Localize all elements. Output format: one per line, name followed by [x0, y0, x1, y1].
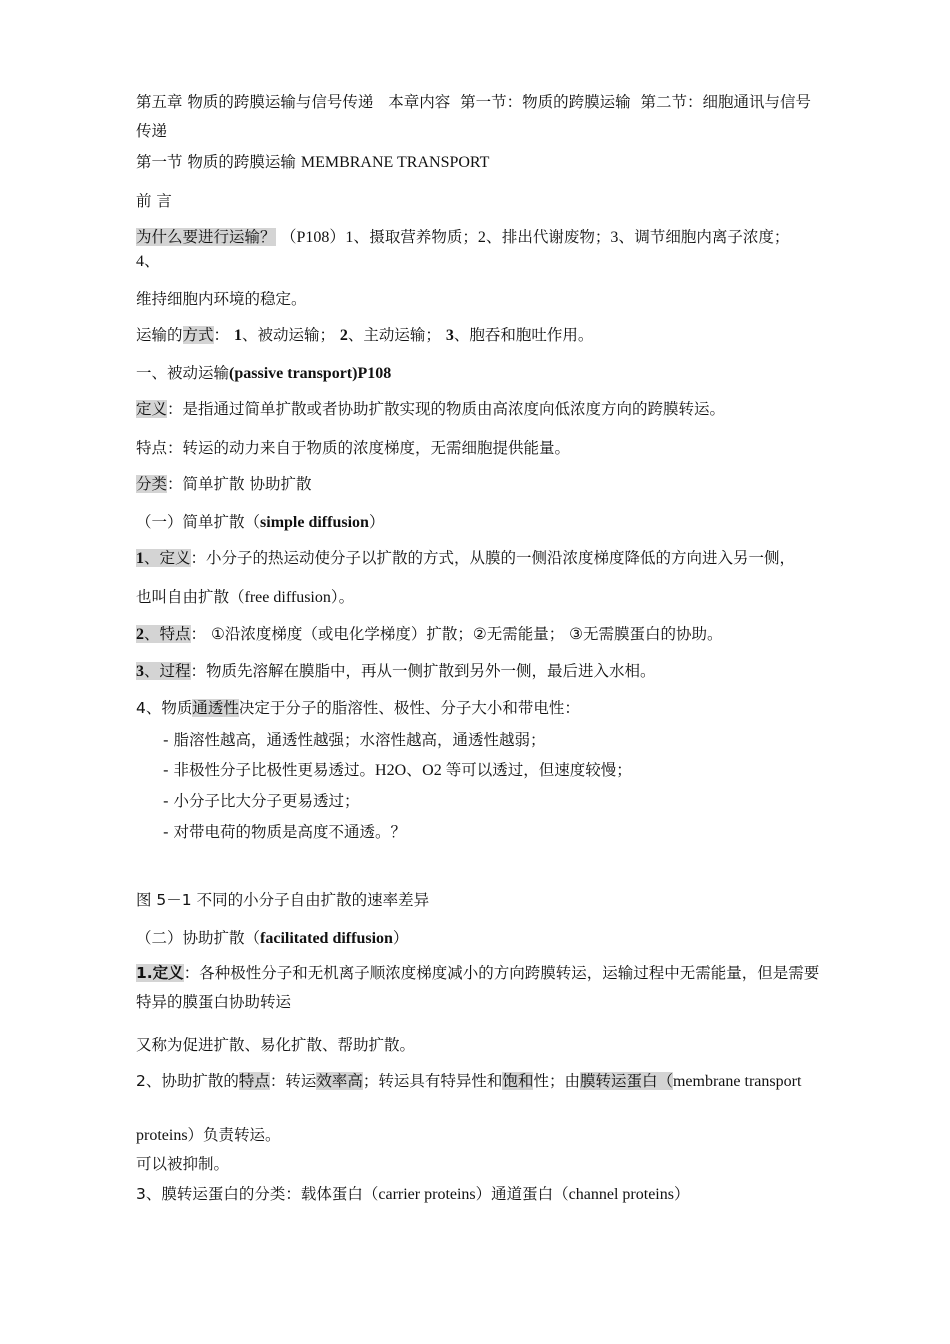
figure-label: 图 5－1: [136, 891, 192, 909]
preface-heading: 前 言: [136, 192, 172, 210]
passive-definition: 定义：是指通过简单扩散或者协助扩散实现的物质由高浓度向低浓度方向的跨膜转运。: [136, 400, 726, 418]
facilitated-features: 2、协助扩散的特点：转运效率高；转运具有特异性和饱和性；由膜转运蛋白（membrane transport: [136, 1072, 802, 1090]
transport-protein-classes: 3、膜转运蛋白的分类：载体蛋白（carrier proteins）通道蛋白（channel proteins）: [136, 1185, 690, 1203]
facilitated-inhibit: 可以被抑制。: [136, 1155, 230, 1173]
permeability-bullet: - 非极性分子比极性更易透过。H2O、O2 等可以透过，但速度较慢；: [163, 761, 632, 779]
why-item4: 维持细胞内环境的稳定。: [136, 290, 307, 308]
passive-classification: 分类：简单扩散 协助扩散: [136, 475, 312, 493]
why-line: 为什么要进行运输？ （P108）1、摄取营养物质；2、排出代谢废物；3、调节细胞内离子浓度；: [136, 228, 790, 246]
passive-heading: 一、被动运输(passive transport)P108: [136, 364, 392, 382]
simple-definition-cont: 也叫自由扩散（free diffusion）。: [136, 588, 355, 606]
simple-permeability: 4、物质通透性决定于分子的脂溶性、极性、分子大小和带电性：: [136, 699, 580, 717]
why-question: 为什么要进行运输？: [136, 228, 276, 246]
permeability-bullet: - 对带电荷的物质是高度不通透。？: [163, 823, 407, 841]
simple-definition: 1、定义：小分子的热运动使分子以扩散的方式，从膜的一侧沿浓度梯度降低的方向进入另一侧，: [136, 549, 796, 567]
chapter-title: 第五章 物质的跨膜运输与信号传递: [136, 93, 374, 111]
simple-features: 2、特点： ①沿浓度梯度（或电化学梯度）扩散；②无需能量； ③无需膜蛋白的协助。: [136, 625, 723, 643]
transport-modes: 运输的方式： 1、被动运输； 2、主动运输； 3、胞吞和胞吐作用。: [136, 326, 594, 344]
contents-label: 本章内容: [388, 93, 451, 111]
facilitated-features-cont: proteins）负责转运。: [136, 1126, 281, 1144]
chapter-header: [136, 88, 826, 146]
facilitated-heading: （二）协助扩散（facilitated diffusion）: [136, 929, 409, 947]
facilitated-alias: 又称为促进扩散、易化扩散、帮助扩散。: [136, 1036, 416, 1054]
section2-link: 第二节：细胞通讯与信号传递: [136, 93, 811, 140]
permeability-bullet: - 小分子比大分子更易透过；: [163, 792, 360, 810]
section1-link: 第一节：物质的跨膜运输: [460, 93, 631, 111]
permeability-bullet: - 脂溶性越高，通透性越强；水溶性越高，通透性越弱；: [163, 731, 546, 749]
simple-heading: （一）简单扩散（simple diffusion）: [136, 513, 385, 531]
passive-feature: 特点：转运的动力来自于物质的浓度梯度，无需细胞提供能量。: [136, 439, 571, 457]
section-title: 第一节 物质的跨膜运输 MEMBRANE TRANSPORT: [136, 153, 490, 171]
facilitated-definition: 1.定义：各种极性分子和无机离子顺浓度梯度减小的方向跨膜转运，运输过程中无需能量，但是需要特异的膜蛋白协助转运: [136, 964, 820, 1011]
simple-process: 3、过程：物质先溶解在膜脂中，再从一侧扩散到另外一侧，最后进入水相。: [136, 662, 656, 680]
figure-caption: 图 5－1 不同的小分子自由扩散的速率差异: [136, 891, 430, 909]
why-num4: 4、: [136, 253, 161, 270]
